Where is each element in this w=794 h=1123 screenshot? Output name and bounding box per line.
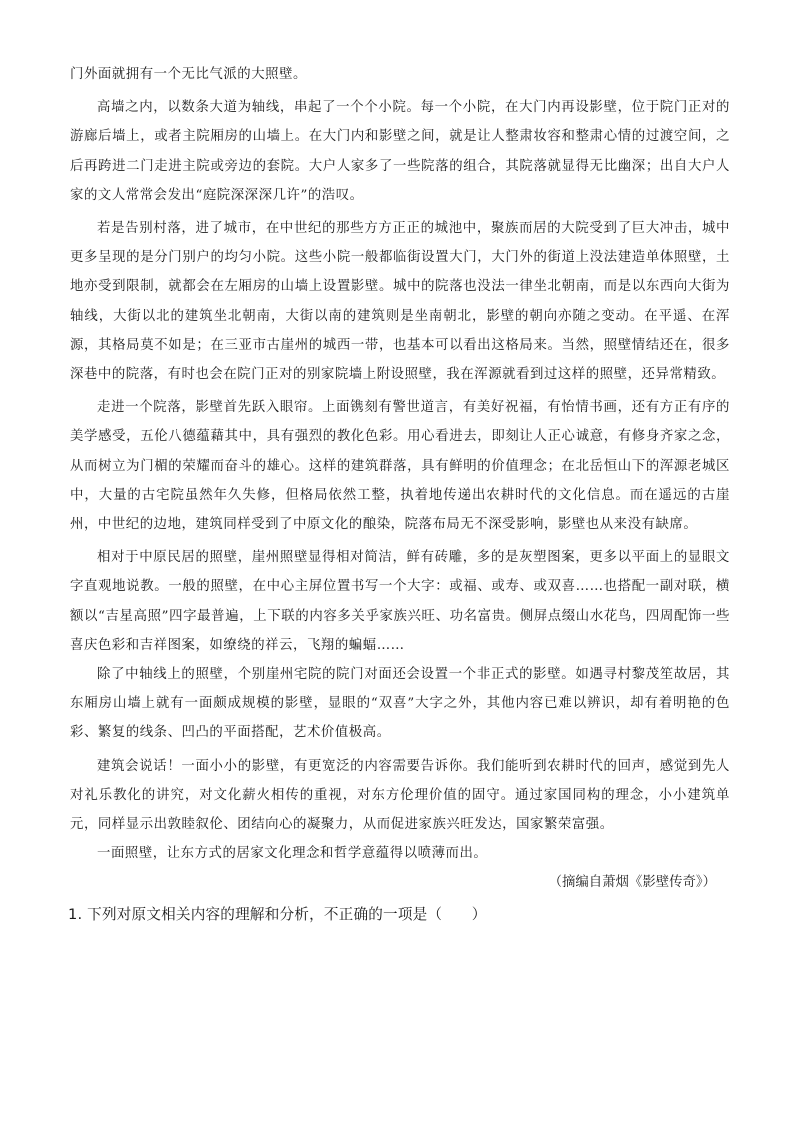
- paragraph-4: 走进一个院落，影壁首先跃入眼帘。上面镌刻有警世道言，有美好祝福，有怡情书画，还有方正有序的美学感受，五伦八德蕴藉其中，具有强烈的教化色彩。用心看进去，即刻让人正心诚意，有修身齐家之念，从而树立为门楣的荣耀而奋斗的雄心。这样的建筑群落，具有鲜明的价值理念；在北岳恒山下的浑源老城区中，大量的古宅院虽然年久失修，但格局依然工整，执着地传递出农耕时代的文化信息。而在遥远的古崖州，中世纪的边地，建筑同样受到了中原文化的酿染，院落布局无不深受影响，影壁也从来没有缺席。: [70, 400, 730, 533]
- paragraph-8: 一面照壁，让东方式的居家文化理念和哲学意蕴得以喷薄而出。: [97, 846, 488, 862]
- document-page: [70, 60, 730, 930]
- paragraph-7: 建筑会说话！一面小小的影壁，有更宽泛的内容需要告诉你。我们能听到农耕时代的回声，感觉到先人对礼乐教化的讲究，对文化薪火相传的重视，对东方伦理价值的固守。通过家国同构的理念，小小建筑单元，同样显示出敦睦叙伦、团结向心的凝聚力，从而促进家族兴旺发达，国家繁荣富强。: [70, 758, 730, 833]
- question-1: 1. 下列对原文相关内容的理解和分析，不正确的一项是（ ）: [68, 906, 487, 924]
- paragraph-1: 门外面就拥有一个无比气派的大照壁。: [70, 67, 307, 82]
- paragraph-6: 除了中轴线上的照壁，个别崖州宅院的院门对面还会设置一个非正式的影壁。如遇寻村黎茂笙故居，其东厢房山墙上就有一面颇成规模的影壁，显眼的“双喜”大字之外，其他内容已难以辨识，却有着明艳的色彩、繁复的线条、凹凸的平面搭配，艺术价值极高。: [70, 667, 730, 741]
- source-citation: （摘编自萧烟《影壁传奇》）: [548, 875, 716, 891]
- paragraph-2: 高墙之内，以数条大道为轴线，串起了一个个小院。每一个小院，在大门内再设影壁，位于院门正对的游廊后墙上，或者主院厢房的山墙上。在大门内和影壁之间，就是让人整肃妆容和整肃心情的过渡空间，之后再跨进二门走进主院或旁边的套院。大户人家多了一些院落的组合，其院落就显得无比幽深；出自大户人家的文人常常会发出“庭院深深深几许”的浩叹。: [70, 100, 730, 203]
- paragraph-5: 相对于中原民居的照壁，崖州照壁显得相对简洁，鲜有砖雕，多的是灰塑图案，更多以平面上的显眼文字直观地说教。一般的照壁，在中心主屏位置书写一个大字：或福、或寿、或双喜……也搭配一副对联，横额以“吉星高照”四字最普遍，上下联的内容多关乎家族兴旺、功名富贵。侧屏点缀山水花鸟，四周配饰一些喜庆色彩和吉祥图案，如缭绕的祥云，飞翔的蝙蝠……: [70, 550, 730, 653]
- paragraph-3: 若是告别村落，进了城市，在中世纪的那些方方正正的城池中，聚族而居的大院受到了巨大冲击，城中更多呈现的是分门别户的均匀小院。这些小院一般都临街设置大门，大门外的街道上没法建造单体照壁，土地亦受到限制，就都会在左厢房的山墙上设置影壁。城中的院落也没法一律坐北朝南，而是以东西向大街为轴线，大街以北的建筑坐北朝南，大街以南的建筑则是坐南朝北，影壁的朝向亦随之变动。在平遥、在浑源，其格局莫不如是；在三亚市古崖州的城西一带，也基本可以看出这格局来。当然，照壁情结还在，很多深巷中的院落，有时也会在院门正对的别家院墙上附设照壁，我在浑源就看到过这样的照壁，还异常精致。: [70, 221, 730, 383]
